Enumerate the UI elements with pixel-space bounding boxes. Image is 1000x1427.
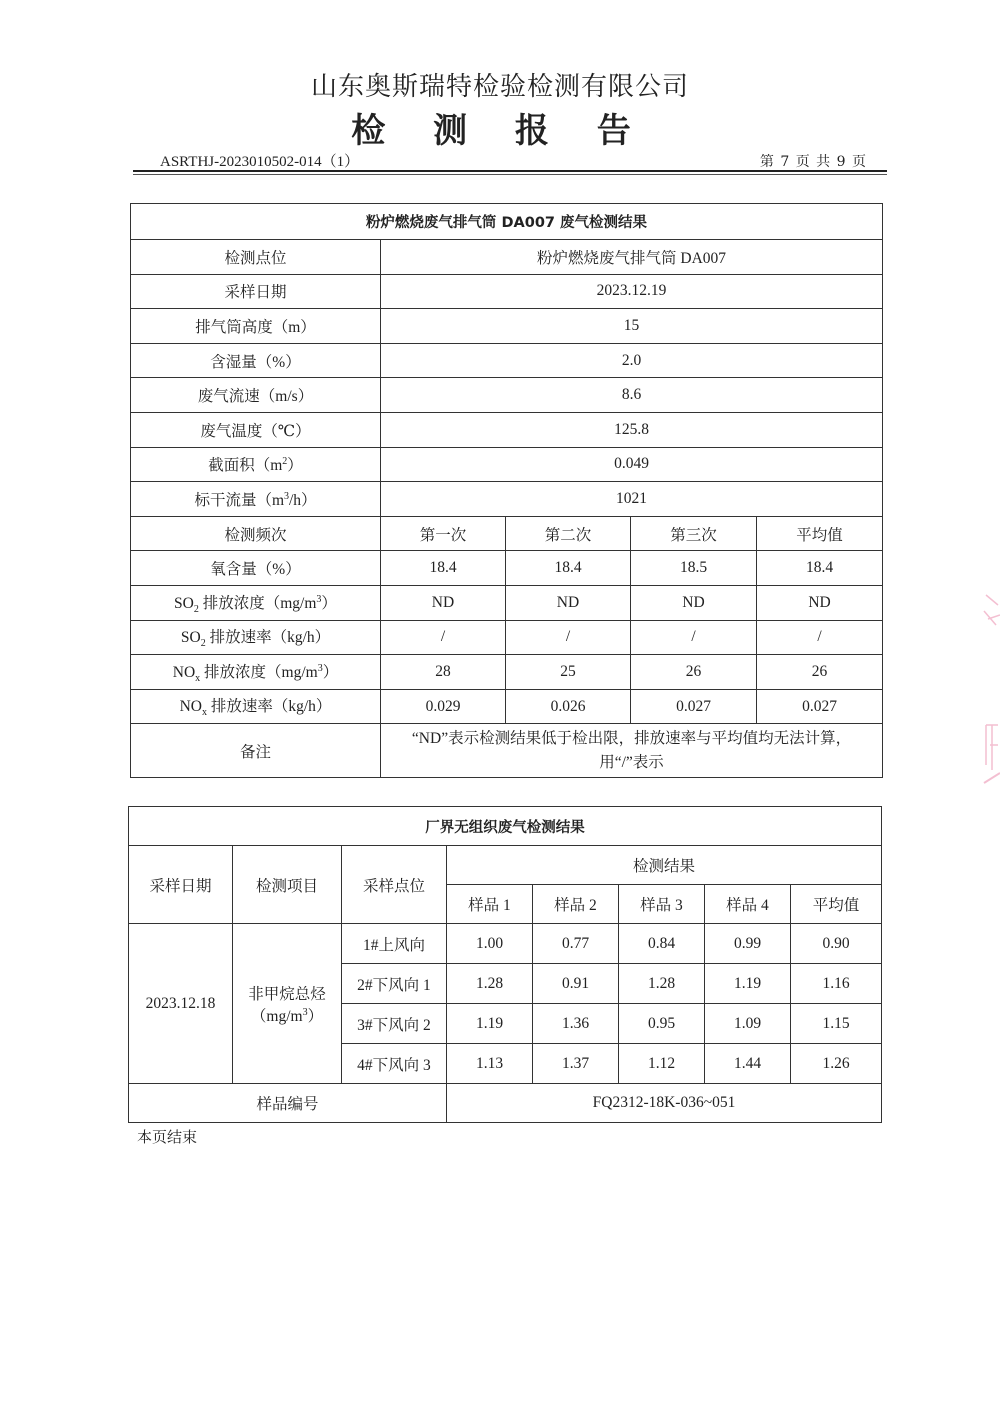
report-title: 检 测 报 告 bbox=[351, 111, 649, 151]
table-row bbox=[131, 620, 883, 655]
cell-value: ND bbox=[381, 585, 506, 620]
cell-value: 1.28 bbox=[447, 964, 533, 1004]
table-row bbox=[131, 689, 883, 724]
cell-value: 18.5 bbox=[631, 551, 757, 586]
column-header: 检测结果 bbox=[447, 846, 882, 885]
column-header: 样品 1 bbox=[447, 885, 533, 924]
table-row bbox=[131, 343, 883, 378]
row-label: $SO_2$ 排放浓度$(mg/m^3)$ bbox=[131, 585, 381, 620]
cell-value: 0.84 bbox=[619, 924, 705, 964]
row-label: $SO_2$ 排放速率（kg/h） bbox=[131, 620, 381, 655]
row-label: 含湿量（%） bbox=[131, 343, 381, 378]
cell-value: 18.4 bbox=[506, 551, 631, 586]
cell-value: 0.91 bbox=[533, 964, 619, 1004]
column-header: 检测频次 bbox=[131, 516, 381, 551]
cell-value: / bbox=[757, 620, 883, 655]
seal-stamp-icon bbox=[982, 585, 1000, 785]
cell-value: 18.4 bbox=[757, 551, 883, 586]
cell-value: 0.027 bbox=[631, 689, 757, 724]
table-row bbox=[129, 1084, 882, 1123]
sampling-point: 2#下风向 1 bbox=[342, 964, 447, 1004]
cell-value: 0.77 bbox=[533, 924, 619, 964]
row-label: $NO_x$ 排放速率（kg/h） bbox=[131, 689, 381, 724]
sample-number-label: 样品编号 bbox=[129, 1084, 447, 1123]
row-value: 2.0 bbox=[381, 343, 883, 378]
table-row bbox=[129, 924, 882, 964]
table-row bbox=[131, 412, 883, 447]
column-header: 采样日期 bbox=[129, 846, 233, 924]
sampling-point: 3#下风向 2 bbox=[342, 1004, 447, 1044]
cell-value: 1.37 bbox=[533, 1044, 619, 1084]
table-row bbox=[131, 724, 883, 778]
header-rule-thin bbox=[133, 174, 887, 175]
end-of-page-note: 本页结束 bbox=[137, 1128, 198, 1146]
sampling-point: 4#下风向 3 bbox=[342, 1044, 447, 1084]
cell-value: 1.26 bbox=[791, 1044, 882, 1084]
column-header: 第二次 bbox=[506, 516, 631, 551]
cell-value: 1.12 bbox=[619, 1044, 705, 1084]
row-label: 标干流量$(m^3/h)$ bbox=[131, 482, 381, 517]
cell-value: 1.44 bbox=[705, 1044, 791, 1084]
cell-value: 0.027 bbox=[757, 689, 883, 724]
column-header: 平均值 bbox=[791, 885, 882, 924]
row-label: 废气温度（℃） bbox=[131, 412, 381, 447]
column-header: 第一次 bbox=[381, 516, 506, 551]
cell-value: 1.19 bbox=[705, 964, 791, 1004]
cell-value: / bbox=[381, 620, 506, 655]
header-rule bbox=[133, 170, 887, 172]
column-header: 样品 2 bbox=[533, 885, 619, 924]
row-label: 排气筒高度（m） bbox=[131, 309, 381, 344]
row-label: 截面积$(m^2)$ bbox=[131, 447, 381, 482]
cell-value: 1.15 bbox=[791, 1004, 882, 1044]
company-name: 山东奥斯瑞特检验检测有限公司 bbox=[310, 72, 689, 102]
row-value: 0.049 bbox=[381, 447, 883, 482]
cell-value: 0.026 bbox=[506, 689, 631, 724]
note-text: “ND”表示检测结果低于检出限，排放速率与平均值均无法计算，用“/”表示 bbox=[381, 724, 883, 778]
stack-emission-table bbox=[130, 203, 883, 778]
cell-value: 18.4 bbox=[381, 551, 506, 586]
test-item: 非甲烷总烃 $(mg/m^3)$ bbox=[233, 924, 342, 1084]
table-title: 粉炉燃烧废气排气筒 DA007 废气检测结果 bbox=[131, 204, 883, 240]
cell-value: 1.16 bbox=[791, 964, 882, 1004]
boundary-emission-table bbox=[128, 806, 882, 1123]
row-label: 氧含量（%） bbox=[131, 551, 381, 586]
table-row bbox=[131, 655, 883, 690]
seal-stamp-edge bbox=[982, 585, 1000, 785]
cell-value: 1.00 bbox=[447, 924, 533, 964]
table-row bbox=[131, 482, 883, 517]
row-label: 采样日期 bbox=[131, 274, 381, 309]
sampling-date: 2023.12.18 bbox=[129, 924, 233, 1084]
table-row bbox=[131, 447, 883, 482]
sample-number-value: FQ2312-18K-036~051 bbox=[447, 1084, 882, 1123]
cell-value: / bbox=[631, 620, 757, 655]
table-row bbox=[131, 378, 883, 413]
table-row bbox=[131, 274, 883, 309]
column-header: 平均值 bbox=[757, 516, 883, 551]
note-label: 备注 bbox=[131, 724, 381, 778]
row-value: 15 bbox=[381, 309, 883, 344]
cell-value: ND bbox=[757, 585, 883, 620]
table-title: 厂界无组织废气检测结果 bbox=[129, 807, 882, 846]
cell-value: 0.90 bbox=[791, 924, 882, 964]
cell-value: 1.09 bbox=[705, 1004, 791, 1044]
column-header: 第三次 bbox=[631, 516, 757, 551]
row-value: 粉炉燃烧废气排气筒 DA007 bbox=[381, 240, 883, 275]
cell-value: 1.28 bbox=[619, 964, 705, 1004]
sampling-point: 1#上风向 bbox=[342, 924, 447, 964]
page-info: 第 7 页 共 9 页 bbox=[759, 154, 867, 170]
cell-value: 0.029 bbox=[381, 689, 506, 724]
table-row bbox=[131, 585, 883, 620]
cell-value: 28 bbox=[381, 655, 506, 690]
table-header-row bbox=[131, 516, 883, 551]
row-value: 125.8 bbox=[381, 412, 883, 447]
row-label: $NO_x$ 排放浓度$(mg/m^3)$ bbox=[131, 655, 381, 690]
table-row bbox=[131, 551, 883, 586]
cell-value: 1.13 bbox=[447, 1044, 533, 1084]
table-row bbox=[131, 309, 883, 344]
cell-value: 1.19 bbox=[447, 1004, 533, 1044]
cell-value: 1.36 bbox=[533, 1004, 619, 1044]
row-value: 1021 bbox=[381, 482, 883, 517]
cell-value: 0.99 bbox=[705, 924, 791, 964]
row-value: 2023.12.19 bbox=[381, 274, 883, 309]
cell-value: 26 bbox=[757, 655, 883, 690]
cell-value: 25 bbox=[506, 655, 631, 690]
row-label: 检测点位 bbox=[131, 240, 381, 275]
document-number: ASRTHJ-2023010502-014（1） bbox=[160, 154, 360, 170]
cell-value: ND bbox=[631, 585, 757, 620]
row-value: 8.6 bbox=[381, 378, 883, 413]
column-header: 样品 4 bbox=[705, 885, 791, 924]
column-header: 采样点位 bbox=[342, 846, 447, 924]
column-header: 检测项目 bbox=[233, 846, 342, 924]
cell-value: 26 bbox=[631, 655, 757, 690]
cell-value: 0.95 bbox=[619, 1004, 705, 1044]
table-row bbox=[131, 240, 883, 275]
cell-value: / bbox=[506, 620, 631, 655]
column-header: 样品 3 bbox=[619, 885, 705, 924]
cell-value: ND bbox=[506, 585, 631, 620]
row-label: 废气流速（m/s） bbox=[131, 378, 381, 413]
